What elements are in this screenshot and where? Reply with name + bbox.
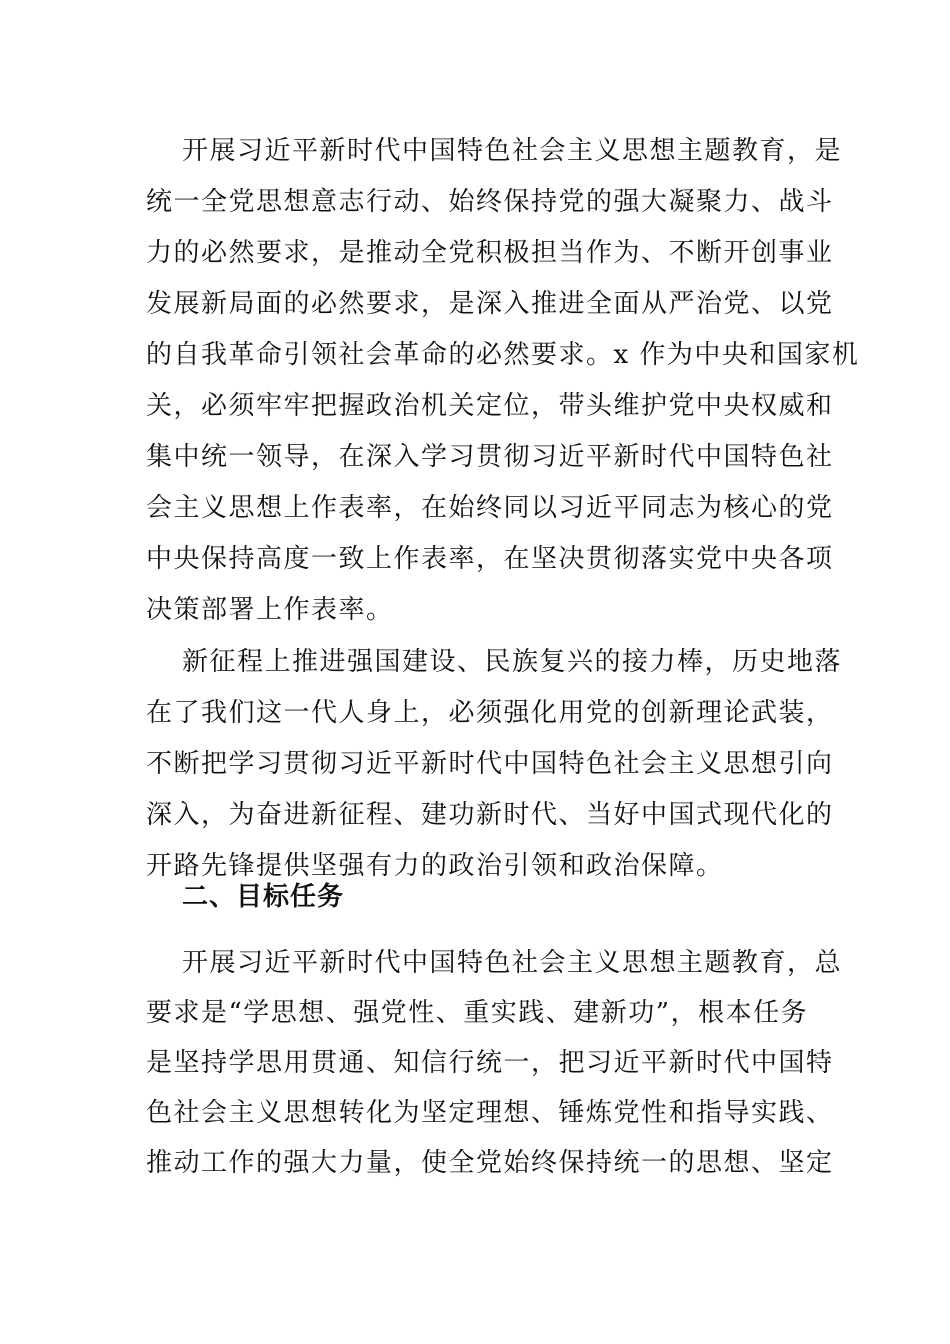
paragraph-line: 开展习近平新时代中国特色社会主义思想主题教育，是	[182, 136, 843, 166]
paragraph-line: 会主义思想上作表率，在始终同以习近平同志为核心的党	[146, 493, 834, 523]
paragraph-line: 统一全党思想意志行动、始终保持党的强大凝聚力、战斗	[146, 187, 834, 217]
paragraph-line: 关，必须牢牢把握政治机关定位，带头维护党中央权威和	[146, 391, 834, 421]
paragraph-line: 新征程上推进强国建设、民族复兴的接力棒，历史地落	[182, 647, 843, 677]
paragraph-line: 开路先锋提供坚强有力的政治引领和政治保障。	[146, 851, 724, 881]
paragraph-line: 力的必然要求，是推动全党积极担当作为、不断开创事业	[146, 238, 834, 268]
paragraph-line: 色社会主义思想转化为坚定理想、锤炼党性和指导实践、	[146, 1098, 834, 1128]
paragraph-line: 不断把学习贯彻习近平新时代中国特色社会主义思想引向	[146, 749, 834, 779]
paragraph-line: 中央保持高度一致上作表率，在坚决贯彻落实党中央各项	[146, 544, 834, 574]
paragraph-line: 的自我革命引领社会革命的必然要求。x 作为中央和国家机	[146, 340, 860, 370]
paragraph-line: 发展新局面的必然要求，是深入推进全面从严治党、以党	[146, 289, 834, 319]
paragraph-line: 决策部署上作表率。	[146, 595, 394, 625]
section-heading: 二、目标任务	[182, 882, 345, 912]
paragraph-line: 是坚持学思用贯通、知信行统一，把习近平新时代中国特	[146, 1048, 834, 1078]
paragraph-line: 推动工作的强大力量，使全党始终保持统一的思想、坚定	[146, 1148, 834, 1178]
paragraph-line: 集中统一领导，在深入学习贯彻习近平新时代中国特色社	[146, 442, 834, 472]
paragraph-line: 在了我们这一代人身上，必须强化用党的创新理论武装，	[146, 698, 834, 728]
paragraph-line: 要求是“学思想、强党性、重实践、建新功”，根本任务	[146, 998, 809, 1028]
paragraph-line: 开展习近平新时代中国特色社会主义思想主题教育，总	[182, 948, 843, 978]
paragraph-line: 深入，为奋进新征程、建功新时代、当好中国式现代化的	[146, 800, 834, 830]
